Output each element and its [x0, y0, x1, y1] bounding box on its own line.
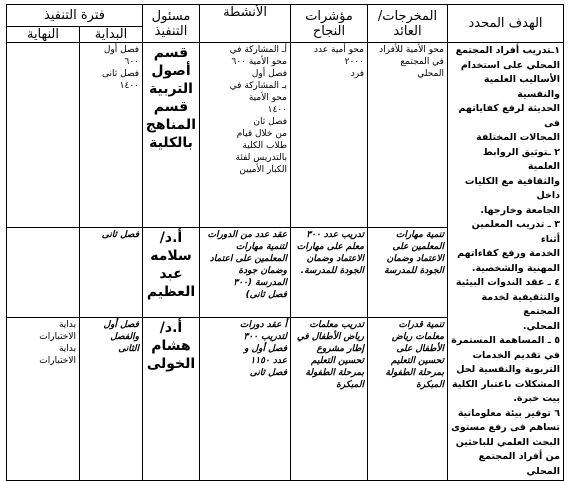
- text-line: أـ المشاركة في: [229, 45, 287, 55]
- text-line: التربوية والنفسية لحل: [456, 364, 560, 375]
- text-line: الجودة للمدرسة.: [300, 266, 364, 276]
- text-line: الأطفال على: [396, 344, 444, 354]
- text-line: محو أمية عدد ٢٠٠٠: [314, 45, 364, 67]
- text-line: المعلمين على: [392, 242, 444, 252]
- text-line: معلم على مهارات: [296, 242, 364, 252]
- header-start: البداية: [80, 27, 143, 43]
- text-line: المدرسة (٣٠٠: [233, 278, 287, 288]
- text-line: من خلال قيام: [236, 129, 287, 139]
- text-line: العظيم: [146, 284, 196, 300]
- text-line: والفصل: [110, 332, 139, 342]
- text-line: الأساليب العلمية والنفسية: [483, 74, 560, 100]
- text-line: أ.د/: [159, 320, 183, 336]
- text-line: تدريب عدد ٣٠٠: [306, 230, 364, 240]
- plan-table: [6, 4, 564, 481]
- text-line: فصل ثان: [253, 117, 287, 127]
- text-line: والتثقيفية لخدمة المجتمع: [481, 291, 560, 317]
- row2-activities: [200, 228, 291, 318]
- text-line: الاعتماد وضمان: [306, 254, 364, 264]
- text-line: المجالات المختلفة: [476, 132, 560, 143]
- row2-outputs: [368, 228, 448, 318]
- text-line: فصل أول: [251, 69, 287, 79]
- text-line: ١٤٠٠: [119, 81, 139, 91]
- text-line: بداية: [58, 320, 76, 330]
- header-indicators: مؤشرات النجاح: [291, 5, 368, 43]
- text-line: الثانى: [118, 344, 139, 354]
- text-line: بمرحلة الطفولة: [385, 368, 444, 378]
- text-line: الاعتماد وضمان: [386, 254, 444, 264]
- text-line: المحلي.: [522, 320, 560, 332]
- text-line: تساهم فى رفع مستوى: [451, 422, 560, 433]
- text-line: المبكرة: [336, 380, 364, 390]
- text-line: الاختبارات: [39, 332, 76, 342]
- text-line: رياض الأطفال في: [296, 332, 364, 342]
- text-line: أ عقد دورات: [239, 320, 287, 330]
- row3-activities: [200, 318, 291, 481]
- text-line: عدد ١١٥٠: [250, 356, 287, 366]
- row2-start: [80, 228, 143, 318]
- row1-activities: [200, 43, 291, 228]
- text-line: المحلي على استخدام: [460, 59, 560, 71]
- text-line: هشام: [151, 338, 191, 354]
- text-line: المناهج: [145, 117, 196, 133]
- text-line: لتنمية مهارات: [235, 242, 287, 252]
- text-line: بالكلية: [149, 135, 193, 151]
- text-line: المبكرة: [416, 380, 444, 390]
- text-line: البحث العلمي للباحثين: [455, 436, 560, 448]
- text-line: ٤ ـ عقد الندوات البيئية: [455, 277, 560, 288]
- row3-start: [80, 318, 143, 481]
- text-line: فصل أول: [103, 320, 139, 330]
- text-line: أصول: [151, 63, 191, 79]
- header-goal: الهدف المحدد: [448, 5, 564, 43]
- text-line: تنمية قدرات: [398, 320, 444, 330]
- text-line: المشكلات باعتبار الكلية: [451, 378, 560, 390]
- text-line: التربية: [149, 81, 193, 97]
- text-line: فصل ثانى: [101, 69, 139, 79]
- text-line: في المجتمع المحلي: [400, 57, 444, 79]
- text-line: فصل أول و: [244, 344, 287, 354]
- row3-end: [7, 318, 80, 481]
- text-line: محو الأمية ٦٠٠: [231, 57, 287, 67]
- row3-outputs: [368, 318, 448, 481]
- text-line: ٥ ـ المساهمة المستمرة: [451, 335, 560, 346]
- text-line: فصل ثانى): [245, 290, 287, 300]
- text-line: ٦ توفير بيئة معلوماتية: [457, 407, 560, 419]
- text-line: عقد عدد من الدورات: [207, 230, 287, 240]
- text-line: قسم: [153, 99, 189, 115]
- text-line: لتدريب ٣٠٠: [243, 332, 287, 342]
- row2-end: [7, 228, 80, 318]
- row2-responsible: [143, 228, 200, 318]
- header-outputs: المخرجات/ العائد: [368, 5, 448, 43]
- text-line: فصل ثانى: [249, 368, 287, 378]
- header-responsible: مسئول التنفيذ: [143, 5, 200, 43]
- text-line: الجامعة وخارجها.: [480, 204, 560, 216]
- text-line: الخدمة ورفع كفاءاتهم: [457, 248, 560, 259]
- text-line: ٦٠٠: [124, 57, 139, 67]
- text-line: من أفراد المجتمع المحلي: [478, 451, 560, 477]
- text-line: بالتدريس لفئة: [235, 153, 287, 163]
- text-line: بمرحلة الطفولة: [305, 368, 364, 378]
- text-line: تدريب معلمات: [309, 320, 364, 330]
- text-line: المهنية والشخصية.: [471, 262, 560, 274]
- text-line: ١٤٠٠: [267, 105, 287, 115]
- text-line: في تقديم الخدمات: [472, 349, 560, 361]
- text-line: الخولى: [146, 356, 196, 372]
- text-line: طلاب الكلية: [242, 141, 287, 151]
- goal-list: [451, 44, 560, 479]
- row2-indicators: [291, 228, 368, 318]
- row1-indicators: [291, 43, 368, 228]
- row1-responsible: [143, 43, 200, 228]
- text-line: تنمية مهارات: [395, 230, 444, 240]
- text-line: الحديثة لرفع كفاياتهم فى: [458, 103, 560, 129]
- text-line: فصل أول: [103, 45, 139, 55]
- text-line: بيت خبرة.: [513, 393, 560, 404]
- header-activities: الأنشطة: [200, 5, 291, 43]
- row1-end: [7, 43, 80, 228]
- row3-indicators: [291, 318, 368, 481]
- text-line: محو الأمية: [248, 93, 287, 103]
- text-line: فصل ثانى: [101, 230, 139, 240]
- text-line: الجودة للمدرسة: [384, 266, 444, 276]
- text-line: فرد: [350, 69, 364, 79]
- text-line: عبد: [159, 266, 183, 282]
- text-line: ١ـتدريب أفراد المجتمع: [455, 45, 560, 56]
- text-line: محو الأمية للأفراد: [379, 45, 444, 55]
- text-line: ٢ ـتوثيق الروابط العلمية: [482, 146, 560, 172]
- text-line: الاختبارات: [39, 356, 76, 366]
- text-line: سلامه: [150, 248, 192, 264]
- text-line: إطار مشروع: [316, 344, 364, 354]
- text-line: والثقافية مع الكليات داخل: [464, 175, 560, 201]
- text-line: أ.د/: [159, 230, 183, 246]
- text-line: قسم: [153, 45, 189, 61]
- row1-outputs: [368, 43, 448, 228]
- text-line: بـ المشاركة في: [229, 81, 287, 91]
- text-line: ٣ ـ تدريب المعلمين أثناء: [471, 219, 560, 245]
- text-line: الكبار الأميين: [239, 165, 287, 175]
- text-line: تحسين التعليم: [390, 356, 444, 366]
- text-line: تحسين التعليم: [310, 356, 364, 366]
- text-line: بداية: [58, 344, 76, 354]
- header-period: فترة التنفيذ: [7, 5, 143, 27]
- header-end: النهاية: [7, 27, 80, 43]
- text-line: معلمات رياض: [391, 332, 444, 342]
- row3-responsible: [143, 318, 200, 481]
- row1-start: [80, 43, 143, 228]
- text-line: وضمان جودة: [238, 266, 287, 276]
- text-line: المعلمين على اعتماد: [209, 254, 287, 264]
- goal-cell: [448, 43, 564, 481]
